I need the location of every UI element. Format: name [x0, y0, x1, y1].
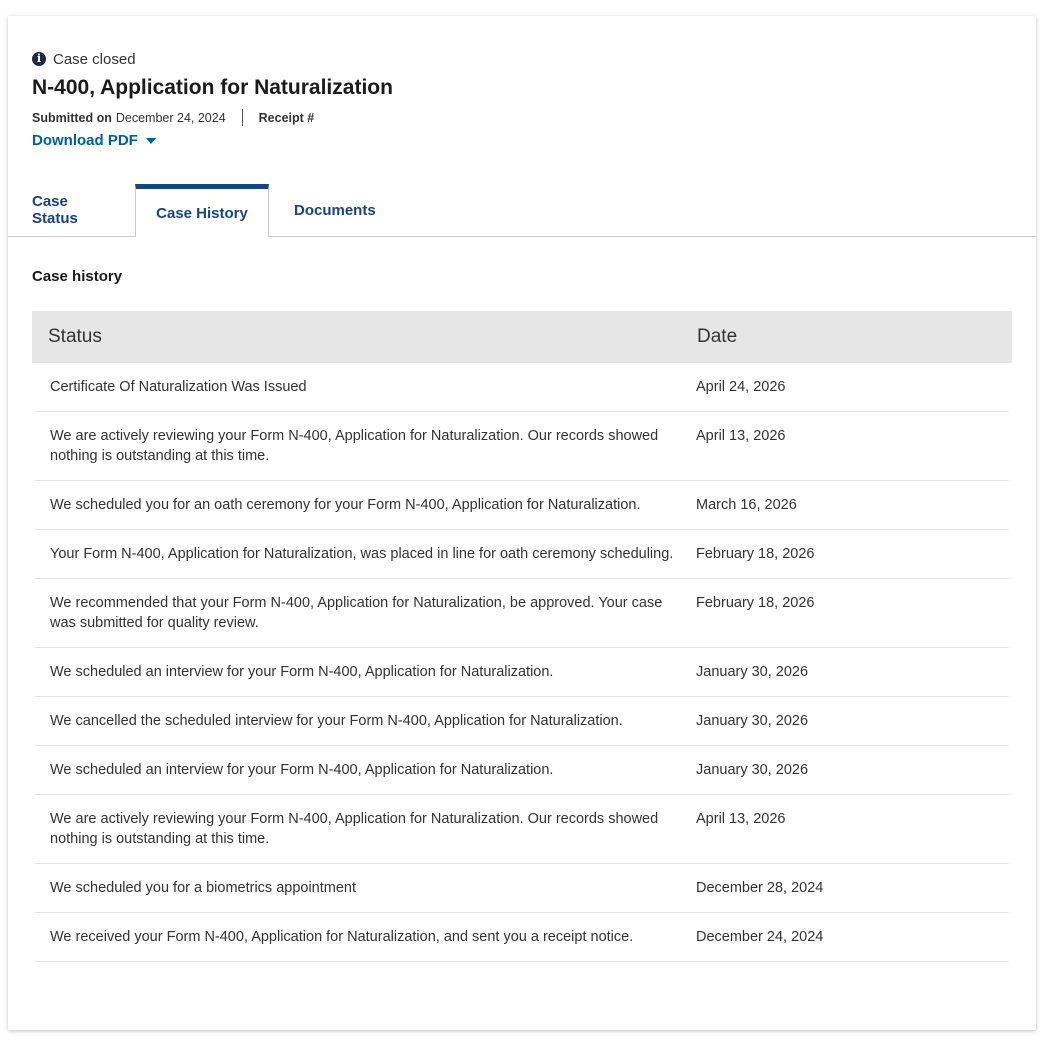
submitted-label: Submitted on: [32, 110, 112, 125]
case-card: [8, 16, 1036, 1030]
table-row: [35, 579, 1009, 648]
status-cell: We scheduled an interview for your Form N-400, Application for Naturalization.: [50, 664, 554, 680]
tab-case-history[interactable]: Case History: [135, 184, 269, 237]
status-cell: We scheduled you for an oath ceremony for your Form N-400, Application for Naturalization.: [50, 497, 641, 513]
table-header: [32, 311, 1012, 363]
table-row: [35, 795, 1009, 864]
page-title: N-400, Application for Naturalization: [32, 76, 393, 99]
section-title: Case history: [32, 268, 123, 285]
status-cell: Certificate Of Naturalization Was Issued: [50, 379, 307, 395]
case-status-text: Case closed: [53, 50, 136, 68]
status-cell: We cancelled the scheduled interview for your Form N-400, Application for Naturalization.: [50, 713, 623, 729]
date-cell: January 30, 2026: [696, 762, 809, 778]
download-pdf-label: Download PDF: [32, 132, 138, 149]
table-row: [35, 864, 1009, 913]
column-header-status: Status: [48, 326, 102, 347]
meta-divider: [242, 109, 243, 126]
case-header: [32, 48, 1012, 150]
status-cell: We are actively reviewing your Form N-400, Application for Naturalization. Our records showed nothing is outstanding at this time.: [50, 811, 659, 847]
case-history-table: [32, 311, 1012, 962]
receipt-label: Receipt #: [258, 110, 315, 125]
status-cell: Your Form N-400, Application for Naturalization, was placed in line for oath ceremony scheduling.: [50, 546, 674, 562]
table-row: [35, 481, 1009, 530]
tab-bar: [8, 184, 1036, 237]
table-row: [35, 746, 1009, 795]
table-body: [32, 363, 1012, 962]
chevron-down-icon: [146, 138, 156, 144]
status-cell: We scheduled you for a biometrics appointment: [50, 880, 357, 896]
status-cell: We recommended that your Form N-400, Application for Naturalization, be approved. Your case was submitted for quality review.: [50, 595, 663, 631]
date-cell: March 16, 2026: [696, 497, 797, 513]
date-cell: December 24, 2024: [696, 929, 824, 945]
download-pdf-button[interactable]: [32, 132, 156, 149]
date-cell: April 13, 2026: [696, 428, 786, 444]
table-row: [35, 412, 1009, 481]
status-cell: We scheduled an interview for your Form N-400, Application for Naturalization.: [50, 762, 554, 778]
date-cell: February 18, 2026: [696, 595, 815, 611]
status-cell: We are actively reviewing your Form N-400, Application for Naturalization. Our records showed nothing is outstanding at this time.: [50, 428, 659, 464]
info-icon: i: [32, 52, 46, 66]
table-row: [35, 913, 1009, 962]
submitted-date: December 24, 2024: [115, 110, 226, 125]
tab-case-status[interactable]: Case Status: [32, 193, 78, 227]
date-cell: January 30, 2026: [696, 664, 809, 680]
case-status-line: [32, 48, 1012, 70]
table-row: [35, 697, 1009, 746]
date-cell: January 30, 2026: [696, 713, 809, 729]
date-cell: December 28, 2024: [696, 880, 824, 896]
status-cell: We received your Form N-400, Application for Naturalization, and sent you a receipt notice.: [50, 929, 634, 945]
date-cell: April 24, 2026: [696, 379, 786, 395]
table-row: [35, 530, 1009, 579]
date-cell: April 13, 2026: [696, 811, 786, 827]
column-header-date: Date: [697, 326, 738, 347]
case-meta: [32, 109, 1012, 126]
table-row: [35, 648, 1009, 697]
table-row: [35, 363, 1009, 412]
date-cell: February 18, 2026: [696, 546, 815, 562]
tab-documents[interactable]: Documents: [294, 201, 376, 219]
